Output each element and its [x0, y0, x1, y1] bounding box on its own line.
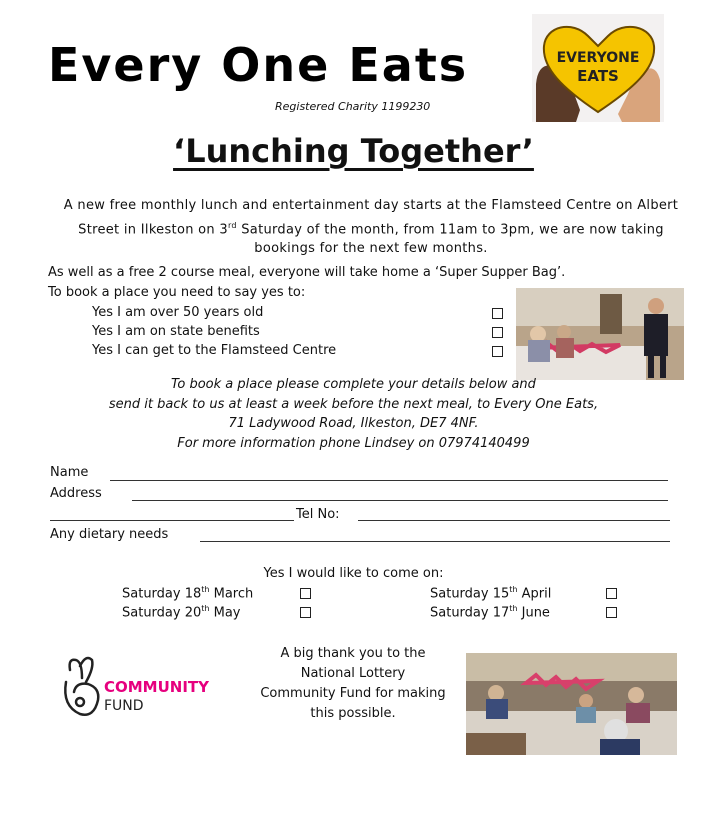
date-march-month: March [209, 586, 254, 602]
community-text: COMMUNITY [104, 678, 210, 696]
date-april-day: Saturday 15 [430, 586, 510, 602]
thanks-text [228, 644, 478, 724]
date-june-sup: th [509, 604, 518, 613]
booking-instructions [0, 375, 707, 453]
date-march-day: Saturday 18 [122, 586, 202, 602]
dining-room-photo [466, 653, 677, 755]
address-label: Address [50, 486, 102, 501]
address-field-line2[interactable] [50, 520, 294, 521]
date-april-month: April [517, 586, 552, 602]
checkbox-march[interactable] [300, 588, 311, 599]
name-label: Name [50, 465, 89, 480]
name-field[interactable] [110, 480, 668, 481]
every-one-eats-logo [532, 14, 664, 122]
thanks-line2: National Lottery [300, 666, 406, 681]
date-june-month: June [517, 605, 550, 621]
date-may [122, 604, 241, 620]
contact-line1: To book a place please complete your details below and [171, 377, 536, 392]
requirement-age: Yes I am over 50 years old [92, 305, 264, 320]
checkbox-may[interactable] [300, 607, 311, 618]
event-title-text: ‘Lunching Together’ [173, 132, 534, 170]
lunch-photo [516, 288, 684, 380]
date-may-month: May [209, 605, 241, 621]
intro-part1: A new free monthly lunch and entertainment day starts at the Flamsteed Centre on Albert Street in Ilkeston on 3 [63, 198, 679, 237]
contact-line2: send it back to us at least a week before the next meal, to Every One Eats, [108, 396, 599, 412]
tel-field[interactable] [358, 520, 670, 521]
heart-hands-logo-icon [532, 14, 664, 122]
intro-paragraph [46, 196, 696, 259]
dietary-field[interactable] [200, 541, 670, 542]
tel-label: Tel No: [296, 507, 340, 522]
requirement-benefits: Yes I am on state benefits [92, 324, 260, 339]
dates-label: Yes I would like to come on: [263, 566, 444, 581]
intro-sup: rd [227, 220, 237, 230]
date-march-sup: th [201, 585, 210, 594]
date-april [430, 585, 551, 601]
address-field[interactable] [132, 500, 668, 501]
organisation-title: Every One Eats [48, 38, 469, 92]
date-may-sup: th [201, 604, 210, 613]
checkbox-travel[interactable] [492, 346, 503, 357]
logo-text-line1: EVERYONE [556, 50, 640, 66]
checkbox-june[interactable] [606, 607, 617, 618]
thanks-line4: this possible. [310, 706, 396, 721]
date-may-day: Saturday 20 [122, 605, 202, 621]
thanks-line1: A big thank you to the [280, 646, 426, 661]
fund-text: FUND [104, 698, 144, 714]
date-june [430, 604, 550, 620]
community-fund-logo [58, 652, 228, 722]
date-march [122, 585, 253, 601]
date-april-sup: th [509, 585, 518, 594]
meal-text: As well as a free 2 course meal, everyone will take home a ‘Super Supper Bag’. [48, 265, 566, 280]
charity-number: Registered Charity 1199230 [275, 100, 431, 113]
intro-part2: Saturday of the month, from 11am to 3pm, we are now taking bookings for the next few months. [236, 221, 664, 257]
date-june-day: Saturday 17 [430, 605, 510, 621]
crossed-fingers-icon [65, 658, 98, 715]
requirement-travel: Yes I can get to the Flamsteed Centre [92, 343, 337, 358]
checkbox-age[interactable] [492, 308, 503, 319]
contact-line4: For more information phone Lindsey on 07974140499 [177, 435, 530, 451]
event-title [0, 132, 707, 170]
book-label: To book a place you need to say yes to: [48, 285, 306, 300]
logo-text-line2: EATS [577, 67, 619, 85]
thanks-line3: Community Fund for making [260, 686, 446, 701]
checkbox-benefits[interactable] [492, 327, 503, 338]
contact-line3: 71 Ladywood Road, Ilkeston, DE7 4NF. [228, 416, 479, 431]
dietary-label: Any dietary needs [50, 527, 169, 542]
checkbox-april[interactable] [606, 588, 617, 599]
